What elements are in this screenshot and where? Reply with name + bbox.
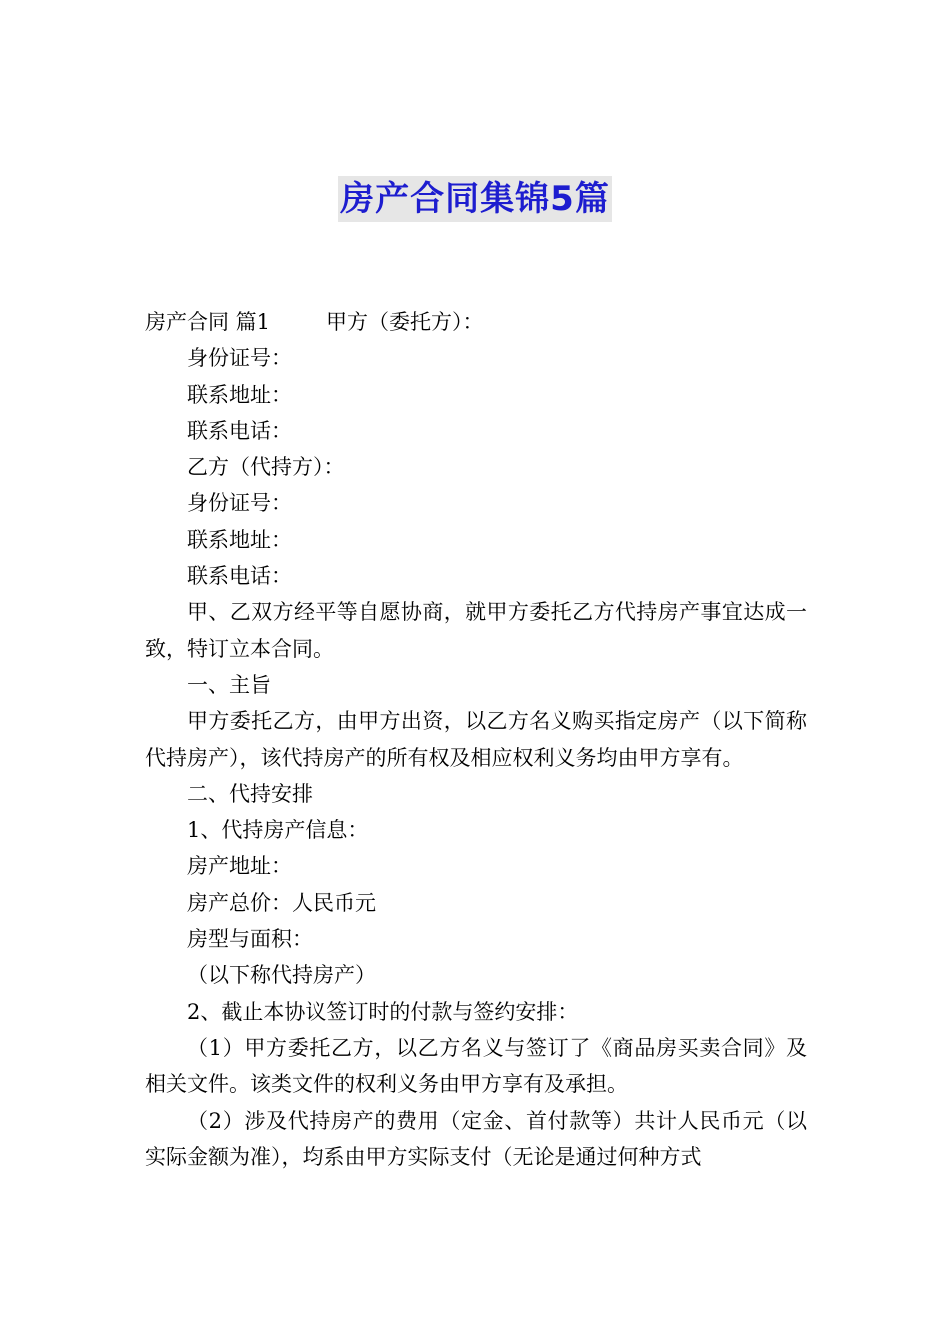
paragraph: 乙方（代持方）： bbox=[187, 455, 345, 480]
document-title: 房产合同集锦5篇 bbox=[338, 176, 612, 222]
paragraph: （1）甲方委托乙方，以乙方名义与签订了《商品房买卖合同》及相关文件。该类文件的权利义务由甲方享有及承担。 bbox=[145, 1035, 807, 1097]
paragraph: 身份证号： bbox=[187, 346, 292, 371]
paragraph: 联系地址： bbox=[187, 527, 292, 552]
party-a-heading: 甲方（委托方）： bbox=[326, 310, 484, 334]
paragraph: 1、代持房产信息： bbox=[187, 818, 369, 843]
paragraph: （以下称代持房产） bbox=[187, 963, 376, 988]
paragraph: 甲方委托乙方，由甲方出资，以乙方名义购买指定房产（以下简称代持房产），该代持房产的所有权及相应权利义务均由甲方享有。 bbox=[145, 709, 807, 770]
paragraph: 房型与面积： bbox=[187, 927, 313, 952]
paragraph: （2）涉及代持房产的费用（定金、首付款等）共计人民币元（以实际金额为准），均系由甲方实际支付（无论是通过何种方式 bbox=[145, 1108, 807, 1169]
paragraph: 2、截止本协议签订时的付款与签约安排： bbox=[187, 999, 579, 1024]
paragraph: 联系电话： bbox=[187, 564, 292, 589]
paragraph: 身份证号： bbox=[187, 491, 292, 516]
paragraph: 联系地址： bbox=[187, 382, 292, 407]
paragraph: 房产地址： bbox=[187, 854, 292, 879]
paragraph: 联系电话： bbox=[187, 418, 292, 443]
section-heading: 二、代持安排 bbox=[187, 781, 313, 806]
section-label: 房产合同 篇1 bbox=[145, 310, 271, 334]
intro-line bbox=[145, 304, 807, 340]
paragraph: 房产总价：人民币元 bbox=[187, 890, 376, 915]
document-body bbox=[145, 304, 807, 1175]
section-heading: 一、主旨 bbox=[187, 672, 271, 697]
paragraph: 甲、乙双方经平等自愿协商，就甲方委托乙方代持房产事宜达成一致，特订立本合同。 bbox=[145, 600, 807, 661]
title-container bbox=[0, 176, 950, 222]
